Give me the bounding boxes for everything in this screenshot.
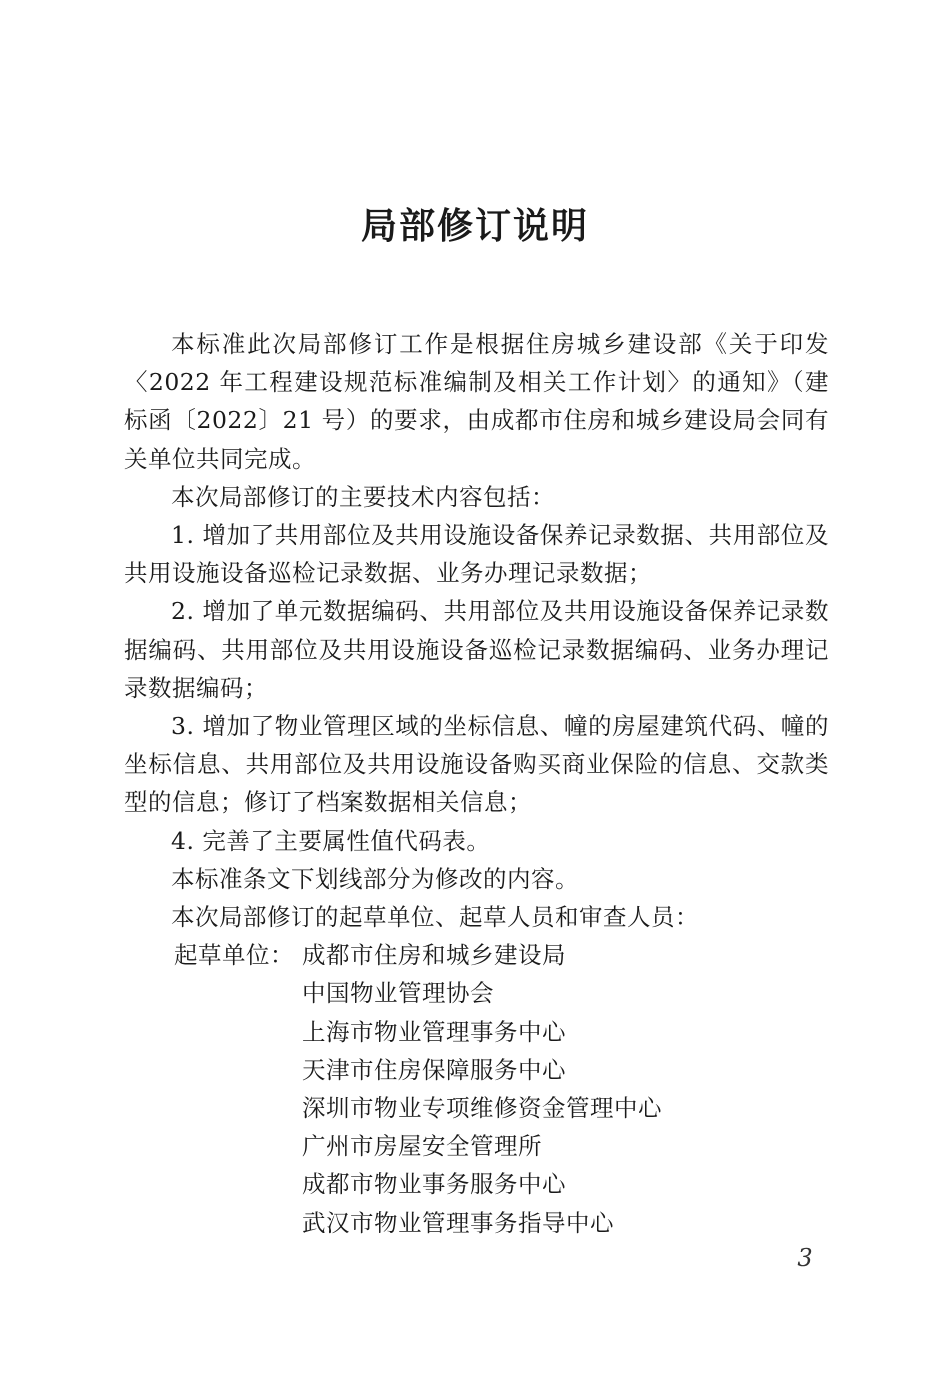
paragraph-item-2: 2. 增加了单元数据编码、共用部位及共用设施设备保养记录数据编码、共用部位及共用设施设备巡检记录数据编码、业务办理记录数据编码； <box>124 597 829 702</box>
drafting-unit: 上海市物业管理事务中心 <box>302 1017 566 1046</box>
page-title: 局部修订说明 <box>360 205 589 248</box>
page-number: 3 <box>797 1244 813 1272</box>
drafting-unit: 成都市物业事务服务中心 <box>302 1170 566 1199</box>
drafting-units-label: 起草单位： <box>174 941 294 970</box>
paragraph-item-3: 3. 增加了物业管理区域的坐标信息、幢的房屋建筑代码、幢的坐标信息、共用部位及共用设施设备购买商业保险的信息、交款类型的信息；修订了档案数据相关信息； <box>124 712 829 817</box>
drafting-units-list <box>302 936 662 1242</box>
drafting-unit: 广州市房屋安全管理所 <box>302 1132 542 1161</box>
paragraph-drafters-heading: 本次局部修订的起草单位、起草人员和审查人员： <box>171 903 699 932</box>
paragraph-content-heading: 本次局部修订的主要技术内容包括： <box>171 482 555 511</box>
paragraph-underline-note: 本标准条文下划线部分为修改的内容。 <box>171 864 579 893</box>
paragraph-intro: 本标准此次局部修订工作是根据住房城乡建设部《关于印发〈2022 年工程建设规范标准编制及相关工作计划〉的通知》（建标函〔2022〕21 号）的要求，由成都市住房和城乡建设局会同有关单位共同完成。 <box>124 330 829 473</box>
drafting-units-section <box>124 936 829 1242</box>
drafting-unit: 中国物业管理协会 <box>302 979 494 1008</box>
drafting-unit: 武汉市物业管理事务指导中心 <box>302 1208 614 1237</box>
paragraph-item-1: 1. 增加了共用部位及共用设施设备保养记录数据、共用部位及共用设施设备巡检记录数据、业务办理记录数据； <box>124 521 829 588</box>
drafting-unit: 深圳市物业专项维修资金管理中心 <box>302 1094 662 1123</box>
drafting-unit: 天津市住房保障服务中心 <box>302 1055 566 1084</box>
drafting-unit: 成都市住房和城乡建设局 <box>302 941 566 970</box>
document-body <box>124 325 829 1242</box>
paragraph-item-4: 4. 完善了主要属性值代码表。 <box>171 826 491 855</box>
